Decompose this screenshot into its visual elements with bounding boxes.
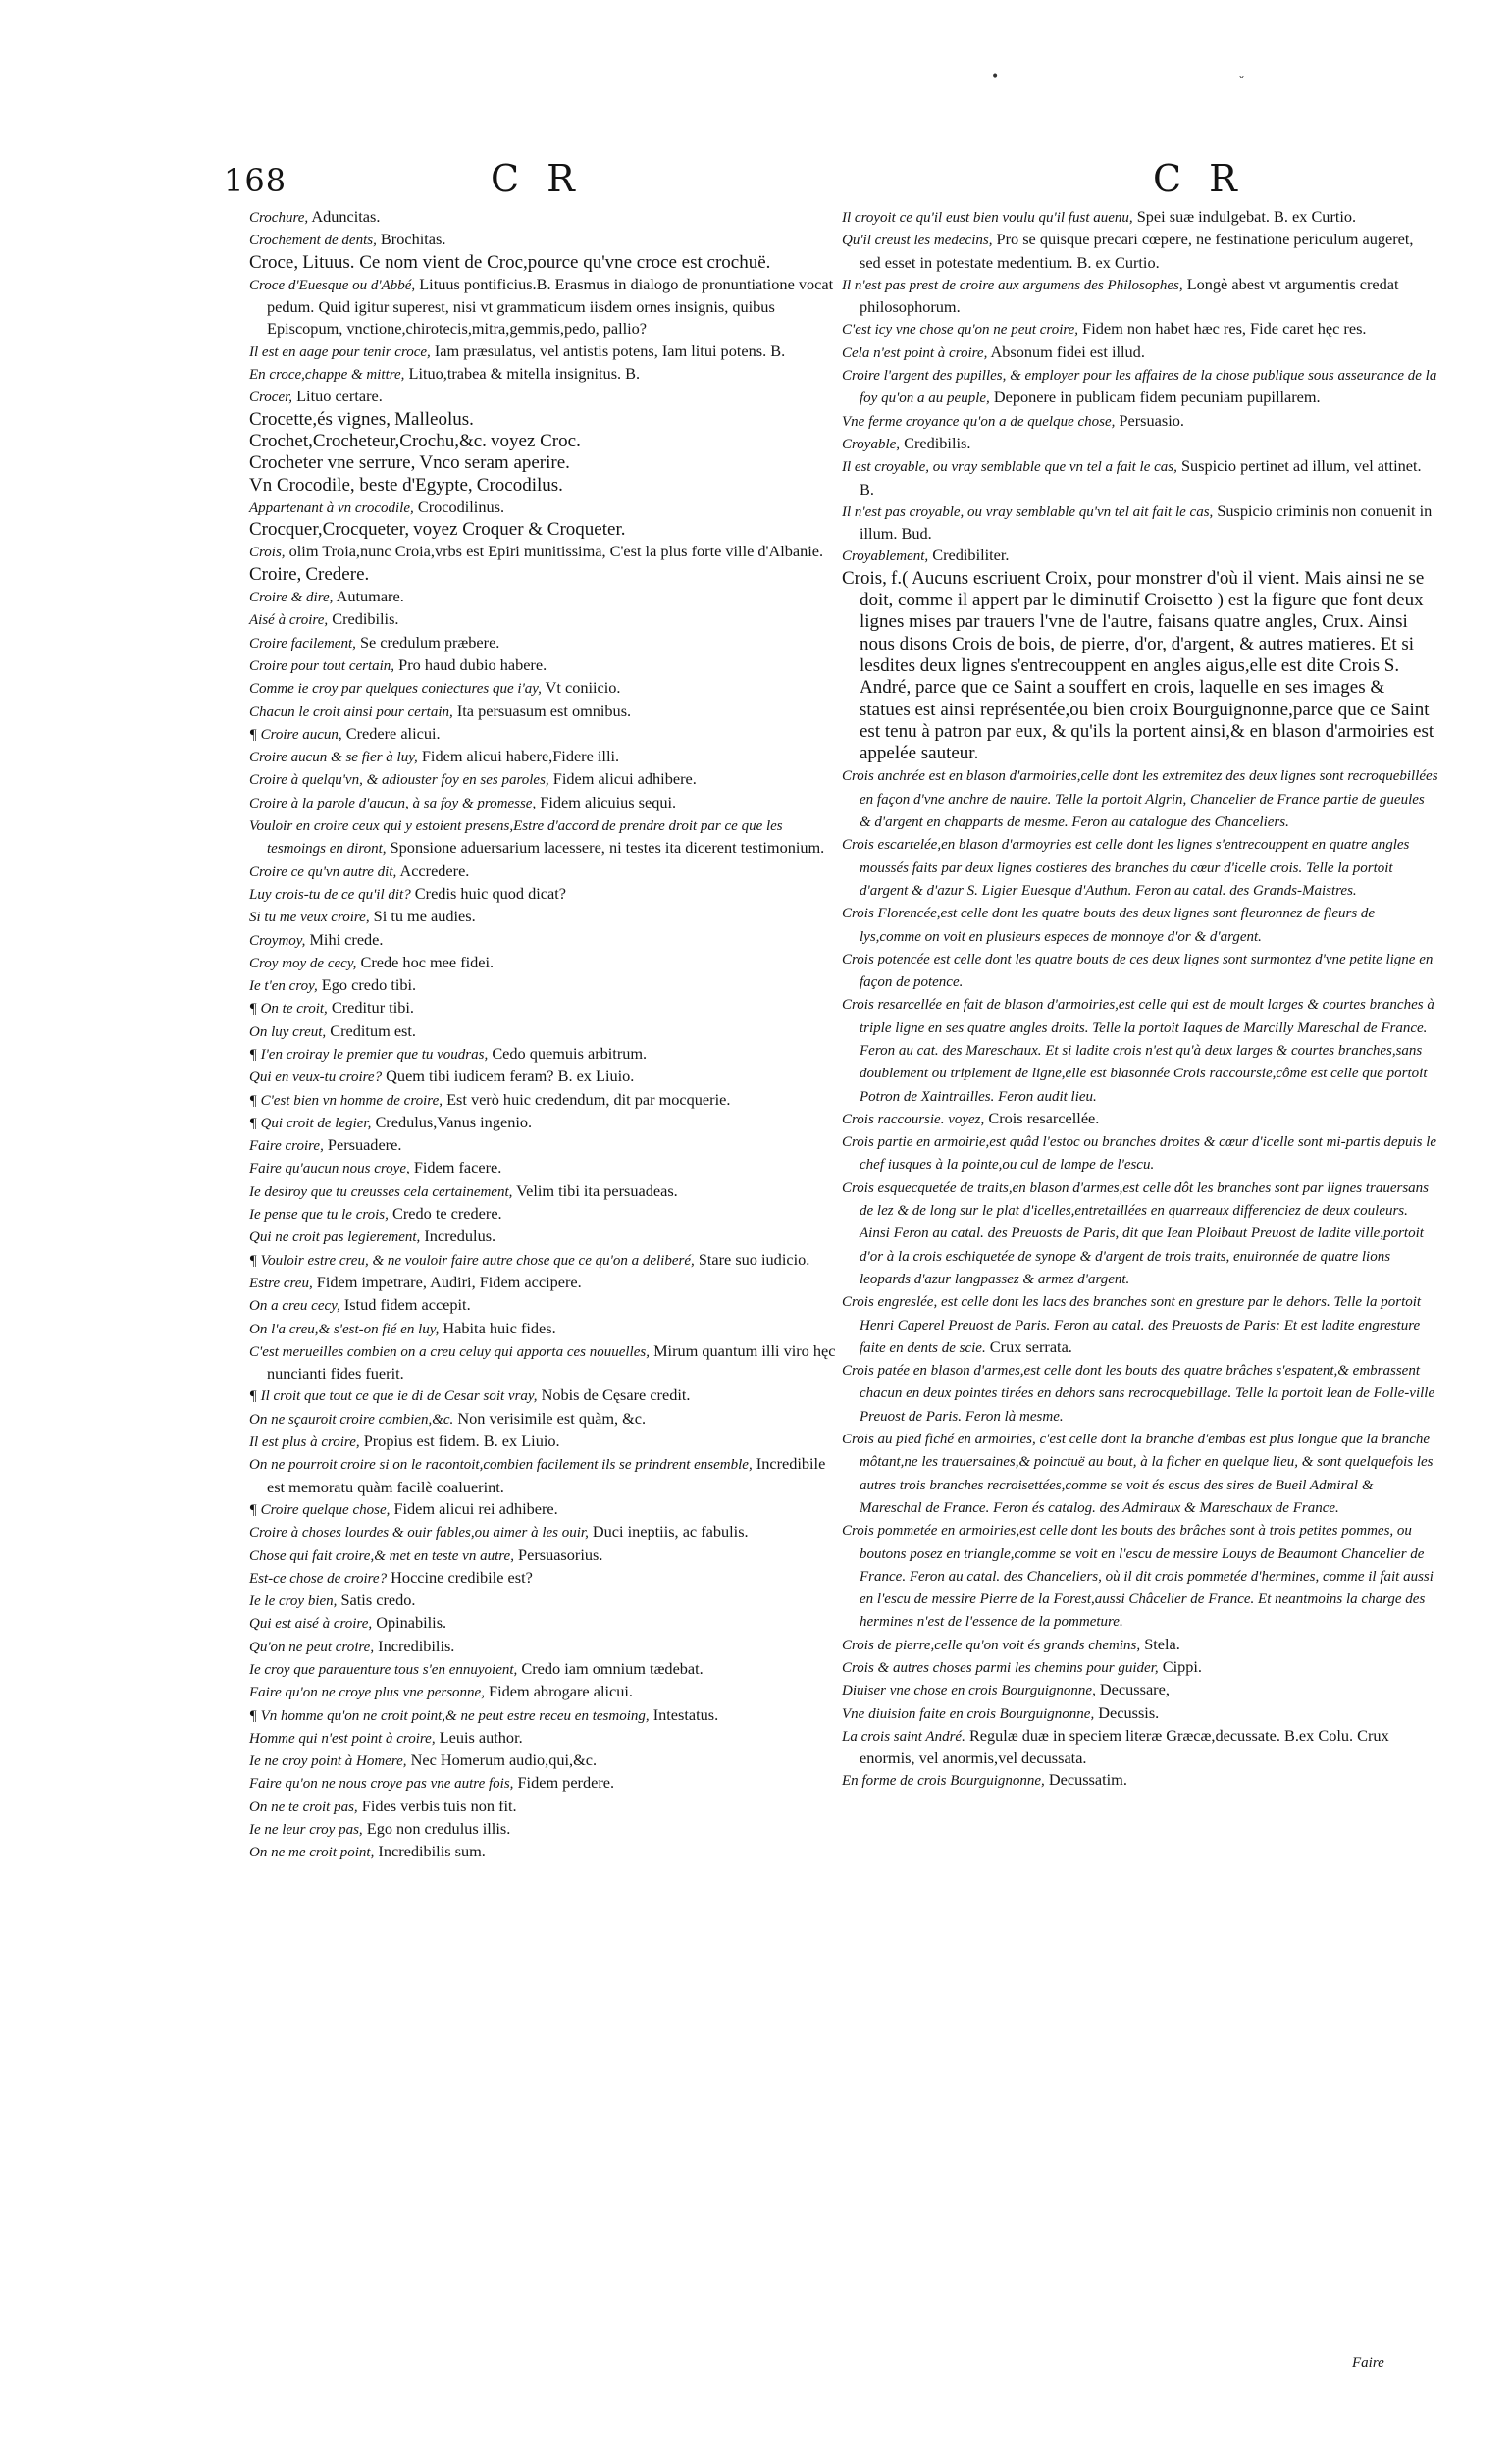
dictionary-entry xyxy=(249,1089,840,1112)
dictionary-entry xyxy=(249,496,840,519)
entry-headword: On a creu cecy, xyxy=(249,1298,340,1315)
print-speck-icon: • xyxy=(991,69,1000,84)
entry-headword: Luy crois-tu de ce qu'il dit? xyxy=(249,886,411,903)
entry-latin: Creditur tibi. xyxy=(331,998,414,1018)
entry-latin: Fidem perdere. xyxy=(517,1773,615,1793)
entry-latin: Fidem abrogare alicui. xyxy=(489,1682,633,1701)
dictionary-entry xyxy=(249,746,840,768)
entry-latin: Incredibile est memoratu quàm facilè coaluerint. xyxy=(267,1454,826,1496)
dictionary-entry xyxy=(249,1498,840,1521)
entry-headword: Appartenant à vn crocodile, xyxy=(249,499,414,516)
entry-latin: Fidem impetrare, Audiri, Fidem accipere. xyxy=(316,1272,582,1291)
entry-latin: Habita huic fides. xyxy=(443,1318,556,1337)
entry-latin: Ego credo tibi. xyxy=(321,975,417,995)
entry-headword: ¶ On te croit, xyxy=(249,1001,328,1018)
entry-headword: Qui en veux-tu croire? xyxy=(249,1070,383,1086)
dictionary-entry xyxy=(249,1020,840,1043)
dictionary-entry xyxy=(842,206,1438,229)
dictionary-entry xyxy=(249,386,840,408)
entry-headword: Croire ce qu'vn autre dit, xyxy=(249,863,397,880)
dictionary-entry xyxy=(249,723,840,746)
entry-headword: Vn Crocodile, beste d'Egypte, xyxy=(249,474,473,496)
entry-latin: Decussatim. xyxy=(1048,1770,1127,1790)
dictionary-entry xyxy=(249,1043,840,1066)
entry-latin: Credibilis. xyxy=(332,609,399,629)
dictionary-entry xyxy=(249,541,840,563)
entry-latin: Absonum fidei est illud. xyxy=(990,341,1145,361)
dictionary-entry xyxy=(842,1634,1438,1656)
dictionary-entry xyxy=(249,608,840,631)
dictionary-entry xyxy=(249,519,840,541)
right-column xyxy=(842,206,1438,1793)
entry-latin: Credibiliter. xyxy=(932,546,1010,565)
entry-latin: Sponsione aduersarium lacessere, ni testes ita dicerent testimonium. xyxy=(390,838,825,858)
entry-latin: Suspicio criminis non conuenit in illum. Bud. xyxy=(860,500,1433,544)
dictionary-entry xyxy=(842,433,1438,455)
entry-headword: Faire qu'on ne nous croye pas vne autre fois, xyxy=(249,1776,514,1793)
dictionary-entry xyxy=(249,906,840,928)
entry-latin: Fidem non habet hæc res, Fide caret hęc res. xyxy=(1082,319,1367,339)
entry-latin: Est verò huic credendum, dit par mocquerie. xyxy=(446,1089,731,1109)
entry-headword: ¶ Qui croit de legier, xyxy=(249,1115,372,1131)
entry-latin: Cippi. xyxy=(1162,1657,1202,1676)
dictionary-entry xyxy=(249,206,840,229)
dictionary-entry xyxy=(249,1272,840,1294)
entry-headword: ¶ Vouloir estre creu, & ne vouloir faire autre chose que ce qu'on a deliberé, xyxy=(249,1252,695,1269)
entry-latin: Mihi crede. xyxy=(309,929,384,949)
entry-headword: Estre creu, xyxy=(249,1275,313,1291)
dictionary-entry xyxy=(842,993,1438,1107)
entry-latin: Credulus,Vanus ingenio. xyxy=(375,1112,533,1131)
dictionary-entry xyxy=(842,902,1438,948)
entry-headword: Il n'est pas croyable, ou vray semblable qu'vn tel ait fait le cas, xyxy=(842,503,1214,520)
entry-latin: Crocodilinus. xyxy=(417,496,505,516)
dictionary-entry xyxy=(249,475,840,496)
dictionary-entry xyxy=(249,363,840,386)
entry-latin: Hoccine credibile est? xyxy=(391,1567,533,1587)
entry-latin: Velim tibi ita persuadeas. xyxy=(516,1180,678,1200)
entry-headword: Faire qu'aucun nous croye, xyxy=(249,1161,410,1177)
entry-headword: ¶ Il croit que tout ce que ie di de Cesar soit vray, xyxy=(249,1388,538,1405)
dictionary-entry xyxy=(249,1453,840,1498)
entry-headword: Aisé à croire, xyxy=(249,612,329,629)
dictionary-entry xyxy=(249,1203,840,1226)
entry-latin: Iam præsulatus, vel antistis potens, Iam litui potens. B. xyxy=(434,340,786,360)
dictionary-entry xyxy=(842,1176,1438,1290)
entry-headword: Croire à quelqu'vn, & adiouster foy en ses paroles, xyxy=(249,772,549,789)
entry-latin: Crede hoc mee fidei. xyxy=(360,952,495,971)
dictionary-entry xyxy=(249,1681,840,1703)
entry-latin: Leuis author. xyxy=(439,1727,523,1747)
dictionary-entry xyxy=(249,1841,840,1863)
entry-headword: Crois anchrée est en blason d'armoiries,celle dont les extremitez des deux lignes sont recroquebillées en façon d'vne anchre de nauire. Telle la portoit Algrin, Chancelier de France partie de gueules & d'argent en chapparts de mesme. Feron au catalogue des Chanceliers. xyxy=(842,768,1438,831)
entry-headword: Crois patée en blason d'armes,est celle dont les bouts des quatre brâches s'espatent,& embrassent chacun en deux pointes tirées en dehors sans recrocquebillage. Telle la portoit Iean de Folle-ville Preuost de Paris. Feron là mesme. xyxy=(842,1363,1435,1425)
entry-latin: Ita persuasum est omnibus. xyxy=(456,701,632,720)
dictionary-entry xyxy=(249,1112,840,1134)
dictionary-entry xyxy=(249,1590,840,1612)
dictionary-entry xyxy=(842,229,1438,274)
entry-latin: Si tu me audies. xyxy=(373,907,476,926)
entry-latin: Credere. xyxy=(305,563,370,585)
dictionary-entry xyxy=(249,1408,840,1431)
dictionary-entry xyxy=(249,1727,840,1749)
entry-latin: Intestatus. xyxy=(652,1704,719,1724)
dictionary-entry xyxy=(249,1180,840,1203)
entry-latin: Creditum est. xyxy=(330,1020,416,1040)
entry-headword: Crois, xyxy=(249,545,286,561)
entry-headword: On ne te croit pas, xyxy=(249,1799,358,1815)
dictionary-entry xyxy=(842,455,1438,500)
entry-headword: ¶ Croire aucun, xyxy=(249,726,342,743)
entry-headword: Qu'il creust les medecins, xyxy=(842,233,993,249)
entry-latin: Aduncitas. xyxy=(311,207,381,226)
entry-latin: Regulæ duæ in speciem literæ Græcæ,decussate. B.ex Colu. Crux enormis, vel anormis,vel decussata. xyxy=(860,1725,1389,1768)
entry-latin: Incredulus. xyxy=(424,1226,496,1246)
dictionary-entry xyxy=(249,677,840,700)
entry-latin: Lituus pontificius.B. Erasmus in dialogo de pronuntiatione vocat pedum. Quid igitur superest, nisi vt grammaticum iisdem ornes insignis, quibus Episcopum, vnctione,chirotecis,mitra,gemmis,pedo, pallio? xyxy=(267,274,834,339)
entry-latin: Brochitas. xyxy=(380,230,446,249)
entry-latin: voyez Croquer & Croqueter. xyxy=(413,519,626,541)
entry-headword: Faire qu'on ne croye plus vne personne, xyxy=(249,1685,485,1701)
print-speck-icon: ˇ xyxy=(1238,75,1245,90)
running-head-right: C R xyxy=(1153,157,1245,200)
entry-headword: Crois & autres choses parmi les chemins pour guider, xyxy=(842,1660,1159,1676)
entry-headword: Croy moy de cecy, xyxy=(249,955,357,971)
dictionary-entry xyxy=(842,1359,1438,1428)
entry-latin: Fidem alicui adhibere. xyxy=(552,769,697,789)
entry-headword: ¶ C'est bien vn homme de croire, xyxy=(249,1092,443,1109)
entry-latin: Incredibilis. xyxy=(378,1636,455,1655)
entry-headword: Crocette,és vignes, xyxy=(249,408,391,430)
dictionary-entry xyxy=(842,1656,1438,1679)
entry-headword: Crois potencée est celle dont les quatre bouts de ces deux lignes sont surmontez d'vne petite ligne en façon de potence. xyxy=(842,951,1434,991)
dictionary-entry xyxy=(249,452,840,474)
entry-headword: Croce d'Euesque ou d'Abbé, xyxy=(249,277,416,293)
entry-latin: Cedo quemuis arbitrum. xyxy=(492,1043,648,1063)
entry-headword: Croyablement, xyxy=(842,548,929,565)
entry-latin: Duci ineptiis, ac fabulis. xyxy=(592,1522,749,1541)
entry-headword: Ie ne leur croy pas, xyxy=(249,1822,363,1839)
entry-headword: Diuiser vne chose en crois Bourguignonne, xyxy=(842,1683,1096,1699)
entry-latin: Lituo certare. xyxy=(296,387,383,406)
entry-headword: Qu'on ne peut croire, xyxy=(249,1639,375,1655)
entry-headword: En forme de crois Bourguignonne, xyxy=(842,1773,1045,1790)
entry-headword: Vne ferme croyance qu'on a de quelque chose, xyxy=(842,413,1116,430)
entry-headword: C'est icy vne chose qu'on ne peut croire, xyxy=(842,322,1079,339)
entry-headword: Croymoy, xyxy=(249,932,306,949)
entry-latin: Persuasorius. xyxy=(518,1544,603,1564)
dictionary-entry xyxy=(249,1340,840,1385)
entry-headword: Croire, xyxy=(249,563,302,585)
dictionary-entry xyxy=(249,1066,840,1088)
dictionary-entry xyxy=(249,1772,840,1795)
dictionary-entry xyxy=(249,1796,840,1818)
entry-headword: ¶ I'en croiray le premier que tu voudras, xyxy=(249,1046,489,1063)
dictionary-entry xyxy=(842,764,1438,833)
entry-latin: Lituus. Ce nom vient de Croc,pource qu'vne croce est crochuë. xyxy=(302,251,771,273)
entry-headword: On ne pourroit croire si on le racontoit,combien facilement ils se prindrent ensemble, xyxy=(249,1457,753,1474)
dictionary-entry xyxy=(249,1249,840,1272)
entry-latin: Persuasio. xyxy=(1119,410,1184,430)
dictionary-entry xyxy=(249,1658,840,1681)
entry-headword: Croyable, xyxy=(842,436,901,452)
dictionary-entry xyxy=(249,1157,840,1179)
dictionary-entry xyxy=(842,1702,1438,1725)
entry-latin: Fides verbis tuis non fit. xyxy=(361,1796,517,1815)
dictionary-entry xyxy=(249,701,840,723)
entry-headword: Faire croire, xyxy=(249,1138,324,1155)
entry-latin: Credibilis. xyxy=(904,433,971,452)
entry-headword: La crois saint André. xyxy=(842,1728,965,1745)
entry-latin: Fidem alicuius sequi. xyxy=(540,792,677,811)
entry-headword: On ne me croit point, xyxy=(249,1845,375,1861)
dictionary-entry xyxy=(249,1818,840,1841)
entry-headword: Crois, xyxy=(842,567,887,589)
entry-headword: Croire & dire, xyxy=(249,590,334,606)
dictionary-entry xyxy=(249,1612,840,1635)
left-column xyxy=(249,206,840,1864)
dictionary-entry xyxy=(249,952,840,974)
entry-headword: Crois resarcellée en fait de blason d'armoiries,est celle qui est de moult larges & courtes branches à triple ligne en ses quatre angles droits. Telle la portoit Iaques de Marcilly Mareschal de France. Feron au cat. des Mareschaux. Et si ladite crois n'est qu'à deux larges & courtes branches,sans doublement ou triplement de ligne,elle est blasonnée Crois raccoursie,côme est celle que portoit Potron de Xaintrailles. Feron audit lieu. xyxy=(842,997,1434,1105)
entry-headword: Crois de pierre,celle qu'on voit és grands chemins, xyxy=(842,1637,1141,1653)
entry-headword: ¶ Vn homme qu'on ne croit point,& ne peut estre receu en tesmoing, xyxy=(249,1707,650,1724)
entry-latin: Vt coniicio. xyxy=(545,678,621,698)
dictionary-entry xyxy=(249,883,840,906)
dictionary-entry xyxy=(842,1130,1438,1176)
entry-headword: On luy creut, xyxy=(249,1023,327,1040)
dictionary-entry xyxy=(842,833,1438,902)
entry-headword: Ie t'en croy, xyxy=(249,978,318,995)
entry-latin: Credere alicui. xyxy=(345,723,441,743)
entry-headword: Chacun le croit ainsi pour certain, xyxy=(249,704,453,720)
entry-headword: Ie le croy bien, xyxy=(249,1593,338,1610)
dictionary-entry xyxy=(249,1636,840,1658)
dictionary-entry xyxy=(249,1134,840,1157)
entry-latin: Satis credo. xyxy=(340,1591,416,1610)
entry-headword: Crois Florencée,est celle dont les quatre bouts des deux lignes sont fleuronnez de fleurs de lys,comme on voit en plusieurs especes de monnoye d'or & d'argent. xyxy=(842,906,1376,945)
dictionary-entry xyxy=(842,1290,1438,1359)
dictionary-entry xyxy=(842,545,1438,567)
dictionary-entry xyxy=(842,274,1438,319)
entry-headword: Si tu me veux croire, xyxy=(249,910,370,926)
dictionary-entry xyxy=(249,1226,840,1248)
dictionary-entry xyxy=(249,997,840,1019)
entry-headword: Crocquer,Crocqueter, xyxy=(249,519,410,541)
entry-headword: Crois pommetée en armoiries,est celle dont les bouts des brâches sont à trois petites pommes, ou boutons posez en triangle,comme se voit en l'escu de messire Louys de Beaumont Chancelier de France. Feron au catal. des Chanceliers, où il dit crois pommetée d'hermines, comme il fait aussi en l'escu de messire Pierre de la Forest,aussi Châcelier de France. Et neantmoins la charge des hermines n'est de l'essence de la pommeture. xyxy=(842,1523,1434,1631)
entry-latin: Stare suo iudicio. xyxy=(698,1249,810,1269)
dictionary-entry xyxy=(249,1544,840,1567)
dictionary-entry xyxy=(249,564,840,586)
entry-headword: Il n'est pas prest de croire aux argumens des Philosophes, xyxy=(842,277,1183,293)
entry-headword: Ie croy que parauenture tous s'en ennuyoient, xyxy=(249,1662,518,1678)
entry-latin: Fidem facere. xyxy=(413,1158,502,1177)
dictionary-entry xyxy=(842,1108,1438,1130)
dictionary-entry xyxy=(249,814,840,861)
dictionary-entry xyxy=(842,568,1438,765)
entry-headword: Crois au pied fiché en armoiries, c'est celle dont la branche d'embas est plus longue que la branche môtant,ne les trauersaines,& poinctuë au bout, à la ficher en quelque lieu, & sont quelquefois les autres trois branches recroisettées,comme se voit és escus des sires de Bueil Admiral & Mareschal de France. Feron és catalog. des Admiraux & Mareschaux de France. xyxy=(842,1432,1434,1516)
entry-latin: Vnco seram aperire. xyxy=(419,452,570,474)
dictionary-entry xyxy=(249,1749,840,1772)
entry-headword: C'est merueilles combien on a creu celuy qui apporta ces nouuelles, xyxy=(249,1343,650,1360)
entry-headword: Crois escartelée,en blason d'armoyries est celle dont les lignes s'entrecouppent en quatre angles moussés faits par deux lignes costieres des branches du cœur d'icelle crois. Telle la portoit d'argent & d'azur S. Ligier Euesque d'Authun. Feron au catal. des Grands-Maistres. xyxy=(842,837,1410,899)
entry-headword: Est-ce chose de croire? xyxy=(249,1570,388,1587)
entry-headword: Homme qui n'est point à croire, xyxy=(249,1730,436,1747)
entry-latin: Crux serrata. xyxy=(989,1336,1072,1356)
entry-latin: Quem tibi iudicem feram? B. ex Liuio. xyxy=(386,1067,635,1086)
entry-latin: Nobis de Cęsare credit. xyxy=(541,1385,691,1405)
entry-latin: Pro haud dubio habere. xyxy=(398,654,547,674)
dictionary-entry xyxy=(249,1521,840,1543)
entry-latin: Fidem alicui rei adhibere. xyxy=(393,1498,558,1518)
entry-latin: Non verisimile est quàm, &c. xyxy=(457,1408,647,1428)
entry-headword: Il est en aage pour tenir croce, xyxy=(249,343,431,360)
entry-latin: Pro se quisque precari cœpere, ne festinatione periculum augeret, sed esset in potestate medentium. B. ex Curtio. xyxy=(860,230,1414,272)
entry-headword: Il est croyable, ou vray semblable que vn tel a fait le cas, xyxy=(842,459,1177,476)
entry-headword: Crois raccoursie. voyez, xyxy=(842,1111,985,1127)
dictionary-entry xyxy=(249,768,840,791)
entry-headword: Ie pense que tu le crois, xyxy=(249,1207,389,1224)
catchword: Faire xyxy=(1352,2355,1384,2371)
entry-latin: Decussis. xyxy=(1098,1702,1160,1722)
entry-latin: Crois resarcellée. xyxy=(988,1108,1100,1127)
entry-headword: Il croyoit ce qu'il eust bien voulu qu'il fust auenu, xyxy=(842,210,1133,226)
entry-headword: En croce,chappe & mittre, xyxy=(249,367,405,384)
entry-headword: Comme ie croy par quelques coniectures que i'ay, xyxy=(249,681,542,698)
dictionary-entry xyxy=(249,1384,840,1407)
entry-headword: Crocer, xyxy=(249,390,293,406)
dictionary-entry xyxy=(249,274,840,340)
entry-headword: Crois partie en armoirie,est quâd l'estoc ou branches droites & cœur d'icelle sont mi-partis depuis le chef iusques à la pointe,ou cul de lampe de l'escu. xyxy=(842,1134,1437,1174)
entry-headword: Croce, xyxy=(249,251,299,273)
entry-latin: Accredere. xyxy=(399,861,470,880)
dictionary-entry xyxy=(249,252,840,274)
entry-latin: voyez Croc. xyxy=(491,430,581,451)
entry-headword: Vne diuision faite en crois Bourguignonne, xyxy=(842,1705,1095,1722)
entry-headword: Croire l'argent des pupilles, & employer pour les affaires de la chose publique sous asseurance de la foy qu'on a au peuple, xyxy=(842,368,1437,407)
dictionary-entry xyxy=(249,861,840,883)
entry-latin: Suspicio pertinet ad illum, vel attinet. B. xyxy=(860,456,1422,498)
entry-latin: Istud fidem accepit. xyxy=(343,1295,471,1315)
entry-headword: Qui est aisé à croire, xyxy=(249,1616,373,1633)
entry-latin: Fidem alicui habere,Fidere illi. xyxy=(421,747,620,766)
dictionary-entry xyxy=(842,1679,1438,1701)
entry-headword: Croire pour tout certain, xyxy=(249,657,395,674)
dictionary-entry xyxy=(842,1519,1438,1633)
dictionary-entry xyxy=(842,1725,1438,1770)
entry-headword: Ie desiroy que tu creusses cela certainement, xyxy=(249,1183,513,1200)
dictionary-entry xyxy=(249,586,840,608)
entry-headword: Crochet,Crocheteur,Crochu,&c. xyxy=(249,430,487,451)
dictionary-entry xyxy=(842,341,1438,364)
entry-headword: Ie ne croy point à Homere, xyxy=(249,1753,407,1770)
entry-headword: Vouloir en croire ceux qui y estoient presens,Estre d'accord de prendre droit par ce que les tesmoings en diront, xyxy=(249,818,783,858)
entry-headword: Cela n'est point à croire, xyxy=(842,344,988,361)
entry-latin: Lituo,trabea & mitella insignitus. B. xyxy=(408,364,641,384)
entry-latin: Spei suæ indulgebat. B. ex Curtio. xyxy=(1136,207,1357,226)
entry-latin: Mirum quantum illi viro hęc nuncianti fides fuerit. xyxy=(267,1340,836,1383)
entry-latin: Longè abest vt argumentis credat philosophorum. xyxy=(860,274,1399,317)
dictionary-entry xyxy=(249,1431,840,1453)
entry-headword: Il est plus à croire, xyxy=(249,1435,360,1451)
entry-latin: Se credulum præbere. xyxy=(359,632,500,652)
entry-headword: Chose qui fait croire,& met en teste vn autre, xyxy=(249,1547,514,1564)
entry-latin: Deponere in publicam fidem pecuniam pupillarem. xyxy=(993,388,1321,407)
entry-latin: Autumare. xyxy=(336,587,404,606)
entry-latin: Malleolus. xyxy=(394,408,474,430)
dictionary-entry xyxy=(842,1428,1438,1519)
entry-latin: Opinabilis. xyxy=(376,1613,447,1633)
entry-headword: Crois engreslée, est celle dont les lacs des branches sont en gresture par le dehors. Telle la portoit Henri Caperel Preuost de Paris. Feron au catal. des Preuosts de Paris: Et est ladite engresture faite en dents de scie. xyxy=(842,1294,1422,1356)
dictionary-entry xyxy=(842,364,1438,410)
entry-latin: Credis huic quod dicat? xyxy=(414,883,566,903)
entry-headword: Croire à la parole d'aucun, à sa foy & promesse, xyxy=(249,795,537,811)
dictionary-entry xyxy=(842,948,1438,994)
page-number: 168 xyxy=(224,162,287,199)
dictionary-entry xyxy=(249,1318,840,1340)
dictionary-entry xyxy=(249,1704,840,1727)
entry-latin: Ego non credulus illis. xyxy=(366,1819,511,1839)
dictionary-entry xyxy=(249,1567,840,1590)
entry-latin: Credo iam omnium tædebat. xyxy=(521,1659,704,1678)
entry-latin: Nec Homerum audio,qui,&c. xyxy=(410,1750,598,1770)
dictionary-entry xyxy=(249,974,840,997)
entry-latin: olim Troia,nunc Croia,vrbs est Epiri munitissima, C'est la plus forte ville d'Albanie. xyxy=(288,542,824,561)
dictionary-entry xyxy=(249,1294,840,1317)
entry-headword: ¶ Croire quelque chose, xyxy=(249,1501,391,1518)
entry-headword: Crocheter vne serrure, xyxy=(249,452,416,474)
entry-headword: Crochement de dents, xyxy=(249,233,377,249)
entry-headword: Qui ne croit pas legierement, xyxy=(249,1229,421,1246)
entry-latin: Decussare, xyxy=(1099,1680,1170,1699)
dictionary-entry xyxy=(249,929,840,952)
dictionary-entry xyxy=(842,1769,1438,1792)
entry-latin: Stela. xyxy=(1144,1634,1180,1653)
dictionary-entry xyxy=(842,318,1438,340)
running-head-left: C R xyxy=(491,157,583,200)
entry-latin: Credo te credere. xyxy=(391,1204,502,1224)
dictionary-entry xyxy=(249,654,840,677)
entry-latin: Incredibilis sum. xyxy=(378,1842,486,1861)
dictionary-entry xyxy=(249,632,840,654)
dictionary-entry xyxy=(842,410,1438,433)
entry-headword: On l'a creu,& s'est-on fié en luy, xyxy=(249,1321,440,1337)
entry-headword: Crois esquecquetée de traits,en blason d'armes,est celle dôt les branches sont par lignes trauersans de lez & de long sur le plat d'icelles,entretaillées en quarreaux differenciez de deux couleurs. Ainsi Feron au catal. des Preuosts de Paris, dit que Iean Ploibaut Preuost de ladite ville,portoit d'or à la crois eschiquetée de synope & d'argent de trois traits, enuironnée de quatre lions leopards d'azur langpassez & armez d'argent. xyxy=(842,1179,1430,1287)
dictionary-entry xyxy=(249,431,840,452)
entry-headword: Croire à choses lourdes & ouir fables,ou aimer à les ouir, xyxy=(249,1525,589,1541)
dictionary-entry xyxy=(842,500,1438,546)
entry-headword: On ne sçauroit croire combien,&c. xyxy=(249,1411,454,1428)
entry-latin: Propius est fidem. B. ex Liuio. xyxy=(363,1432,560,1451)
entry-latin: f.( Aucuns escriuent Croix, pour monstrer d'où il vient. Mais ainsi ne se doit, comme il appert par le diminutif Croisetto ) est la figure que font deux lignes mises par trauers l'vne de l'autre, faisans quatre angles, Crux. Ainsi nous disons Crois de bois, de pierre, d'or, d'argent, & autres matieres. Et si lesdites deux lignes s'entrecouppent en angles aigus,elle est dite Crois S. André, parce que ce Saint a souffert en crois, laquelle en ses images & statues est ainsi représentée,ou bien croix Bourguignonne,parce que ce Saint est tenu à patron par eux, & qu'ils la portent ainsi,& en blason d'armoiries est appelée sauteur. xyxy=(860,567,1434,764)
entry-headword: Croire aucun & se fier à luy, xyxy=(249,750,418,766)
entry-latin: Persuadere. xyxy=(327,1135,402,1155)
dictionary-entry xyxy=(249,229,840,251)
dictionary-entry xyxy=(249,409,840,431)
entry-latin: Crocodilus. xyxy=(476,474,563,496)
dictionary-entry xyxy=(249,792,840,814)
entry-headword: Crochure, xyxy=(249,210,309,226)
entry-headword: Croire facilement, xyxy=(249,635,356,652)
dictionary-entry xyxy=(249,340,840,363)
